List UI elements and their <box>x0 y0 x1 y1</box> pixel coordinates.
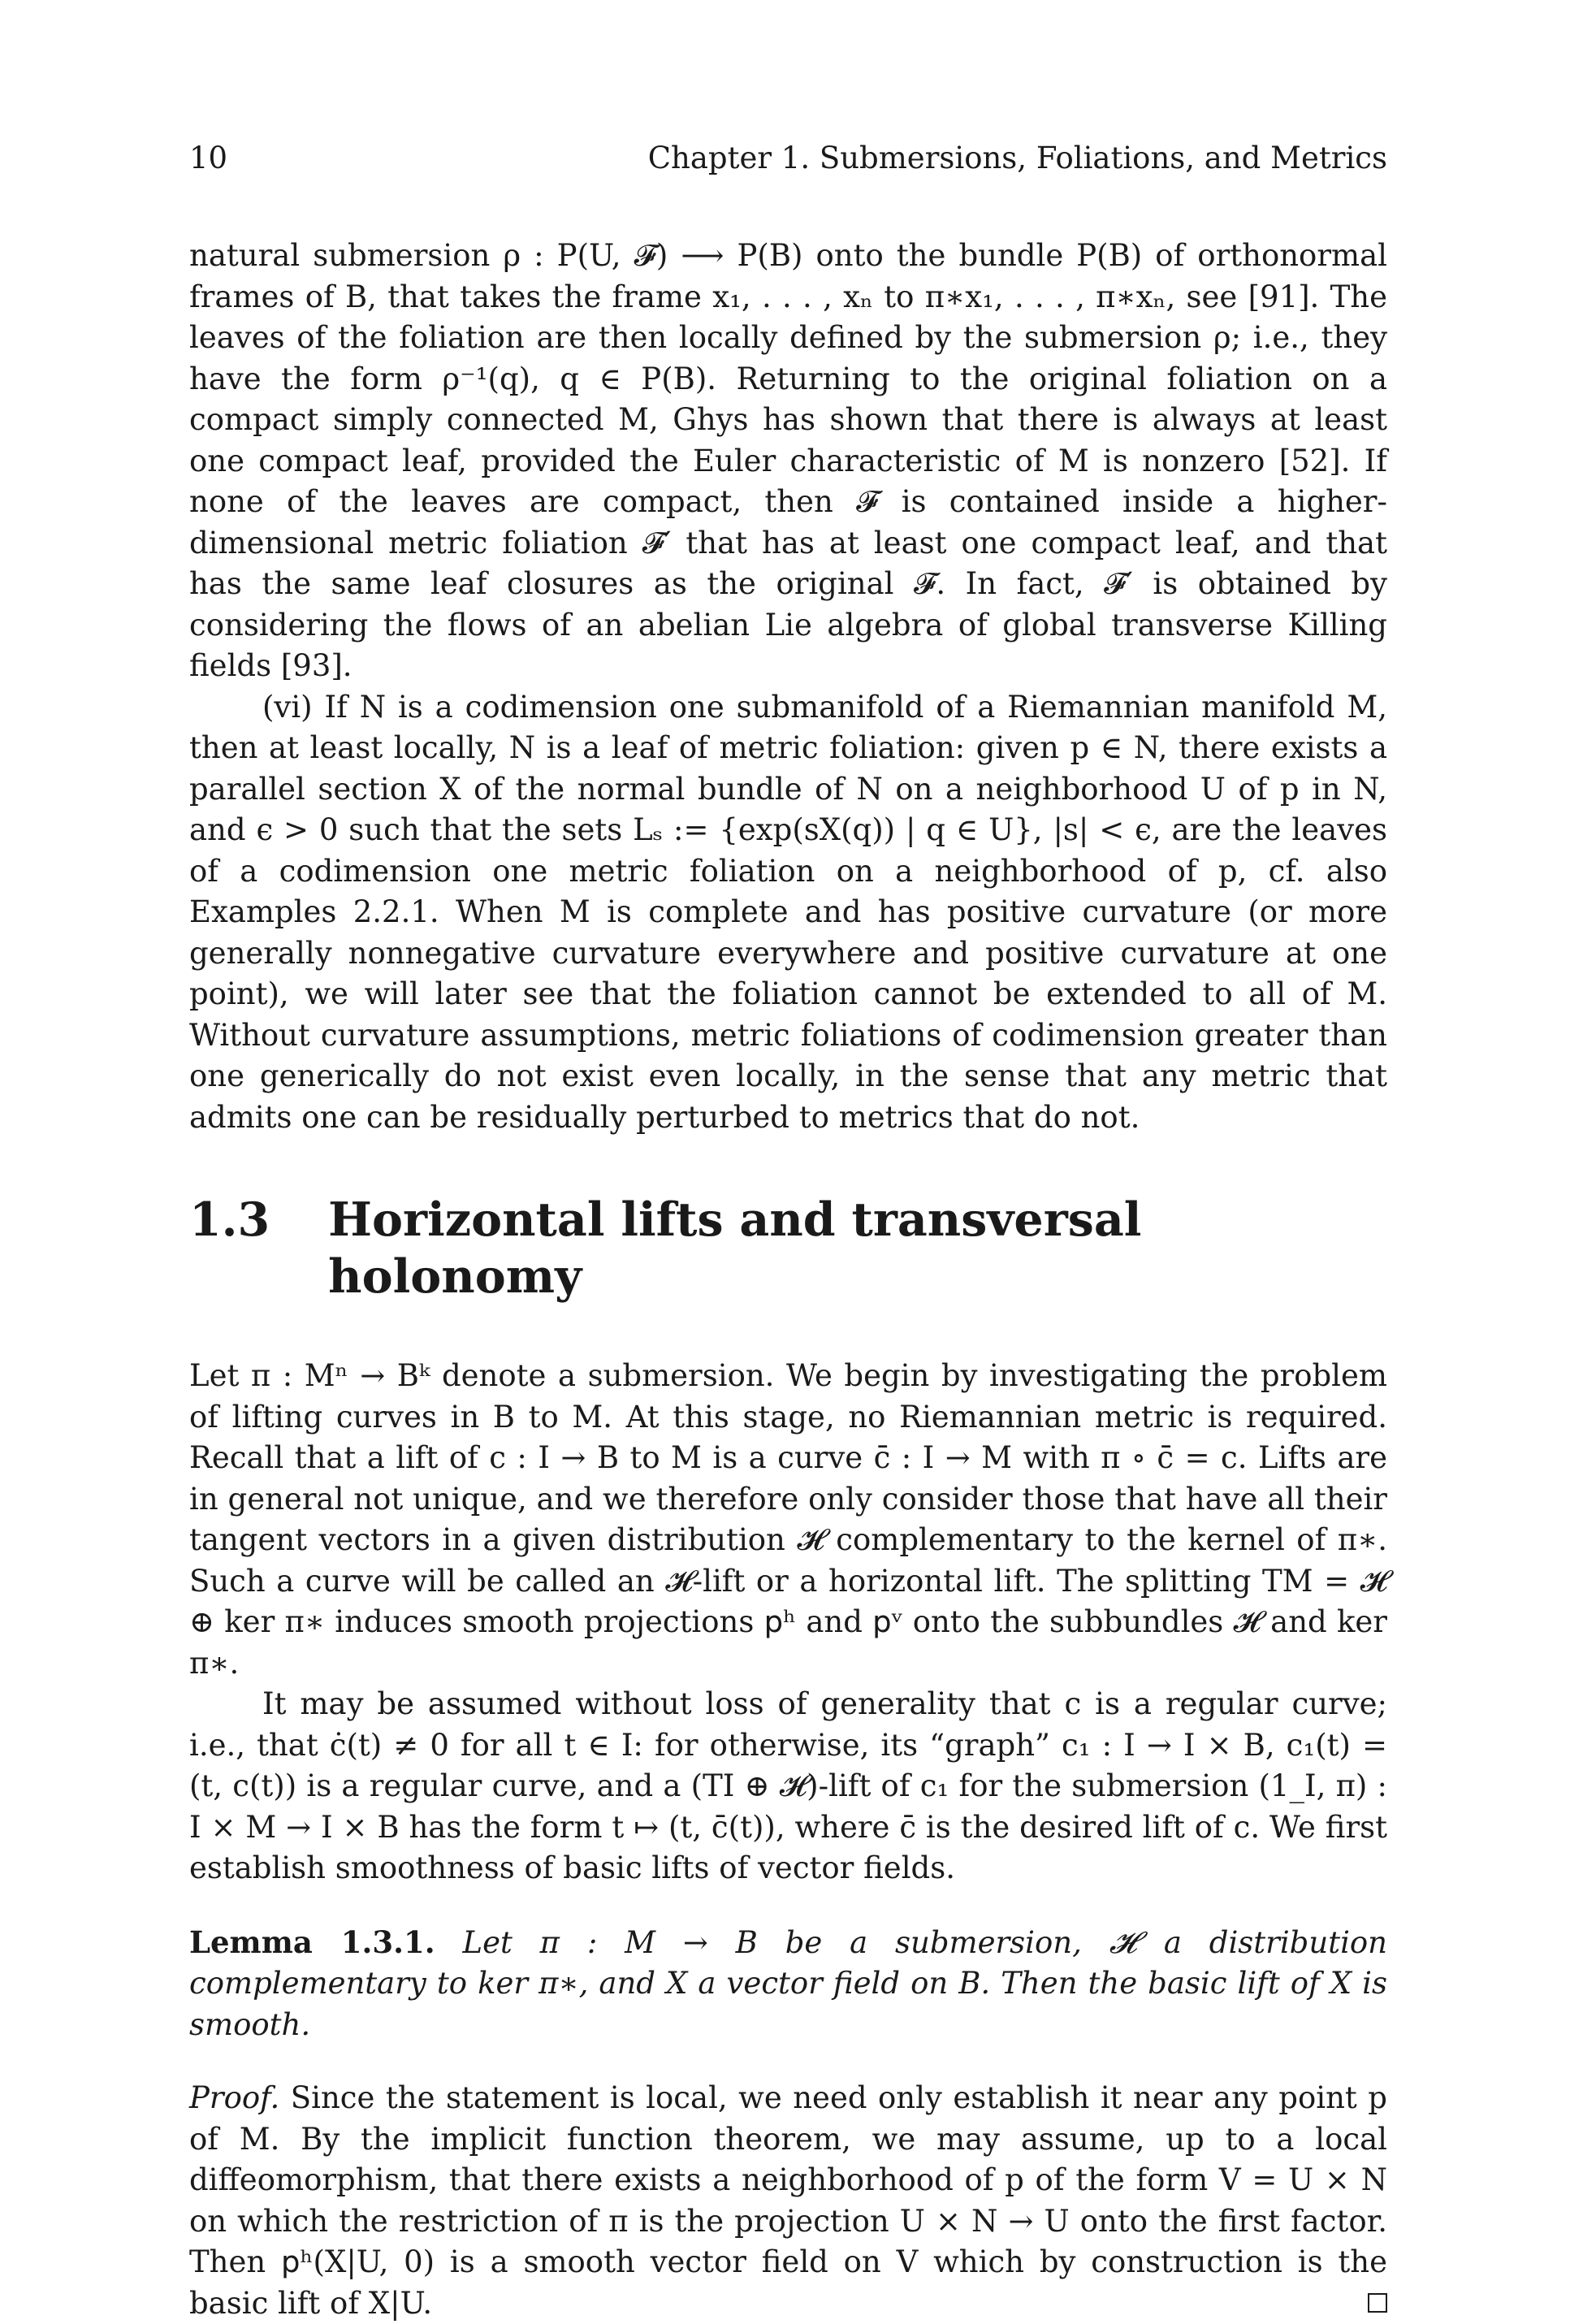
section-title: Horizontal lifts and transversal holonomy <box>328 1192 1142 1304</box>
paragraph-1: natural submersion ρ : P(U, 𝓕) ⟶ P(B) onto the bundle P(B) of orthonormal frames of B, that takes the frame x₁, . . . , xₙ to π∗x₁, . . . , π∗xₙ, see [91]. The leaves of the foliation are then locally defined by the submersion ρ; i.e., they have the form ρ⁻¹(q), q ∈ P(B). Returning to the original foliation on a compact simply connected M, Ghys has shown that there is always at least one compact leaf, provided the Euler characteristic of M is nonzero [52]. If none of the leaves are compact, then 𝓕 is contained inside a higher-dimensional metric foliation 𝓕′ that has at least one compact leaf, and that has the same leaf closures as the original 𝓕. In fact, 𝓕′ is obtained by considering the flows of an abelian Lie algebra of global transverse Killing fields [93]. <box>189 238 1387 683</box>
proof-label: Proof. <box>189 2080 280 2115</box>
section-number: 1.3 <box>189 1192 270 1247</box>
qed-square-icon <box>1368 2293 1387 2313</box>
paragraph-2: (vi) If N is a codimension one submanifold of a Riemannian manifold M, then at least locally, N is a leaf of metric foliation: given p ∈ N, there exists a parallel section X of the normal bundle of N on a neighborhood U of p in N, and ϵ > 0 such that the sets Lₛ := {exp(sX(q)) | q ∈ U}, |s| < ϵ, are the leaves of a codimension one metric foliation on a neighborhood of p, cf. also Examples 2.2.1. When M is complete and has positive curvature (or more generally nonnegative curvature everywhere and positive curvature at one point), we will later see that the foliation cannot be extended to all of M. Without curvature assumptions, metric foliations of codimension greater than one generically do not exist even locally, in the sense that any metric that admits one can be residually perturbed to metrics that do not. <box>189 689 1387 1135</box>
proof <box>189 2078 1387 2324</box>
lemma-text: Let π : M → B be a submersion, 𝓗 a distribution complementary to ker π∗, and X a vector field on B. Then the basic lift of X is smooth. <box>189 1924 1388 2042</box>
lemma-label: Lemma 1.3.1. <box>189 1924 435 1960</box>
running-head <box>189 138 1387 179</box>
lemma <box>189 1922 1387 2046</box>
proof-text: Since the statement is local, we need only establish it near any point p of M. By the implicit function theorem, we may assume, up to a local diffeomorphism, that there exists a neighborhood of p of the form V = U × N on which the restriction of π is the projection U × N → U onto the first factor. Then 𝗉ʰ(X|U, 0) is a smooth vector field on V which by construction is the basic lift of X|U. <box>189 2080 1387 2321</box>
page-number: 10 <box>189 141 228 175</box>
page <box>189 138 1387 2324</box>
chapter-title: Chapter 1. Submersions, Foliations, and Metrics <box>647 141 1387 175</box>
paragraph-4: It may be assumed without loss of generality that c is a regular curve; i.e., that ċ(t) ≠ 0 for all t ∈ I: for otherwise, its “graph” c₁ : I → I × B, c₁(t) = (t, c(t)) is a regular curve, and a (TI ⊕ 𝓗)-lift of c₁ for the submersion (1_I, π) : I × M → I × B has the form t ↦ (t, c̄(t)), where c̄ is the desired lift of c. We first establish smoothness of basic lifts of vector fields. <box>189 1686 1387 1885</box>
paragraph-3: Let π : Mⁿ → Bᵏ denote a submersion. We begin by investigating the problem of lifting curves in B to M. At this stage, no Riemannian metric is required. Recall that a lift of c : I → B to M is a curve c̄ : I → M with π ∘ c̄ = c. Lifts are in general not unique, and we therefore only consider those that have all their tangent vectors in a given distribution 𝓗 complementary to the kernel of π∗. Such a curve will be called an 𝓗-lift or a horizontal lift. The splitting TM = 𝓗 ⊕ ker π∗ induces smooth projections 𝗉ʰ and 𝗉ᵛ onto the subbundles 𝓗 and ker π∗. <box>189 1358 1387 1681</box>
section-heading <box>189 1192 1387 1305</box>
